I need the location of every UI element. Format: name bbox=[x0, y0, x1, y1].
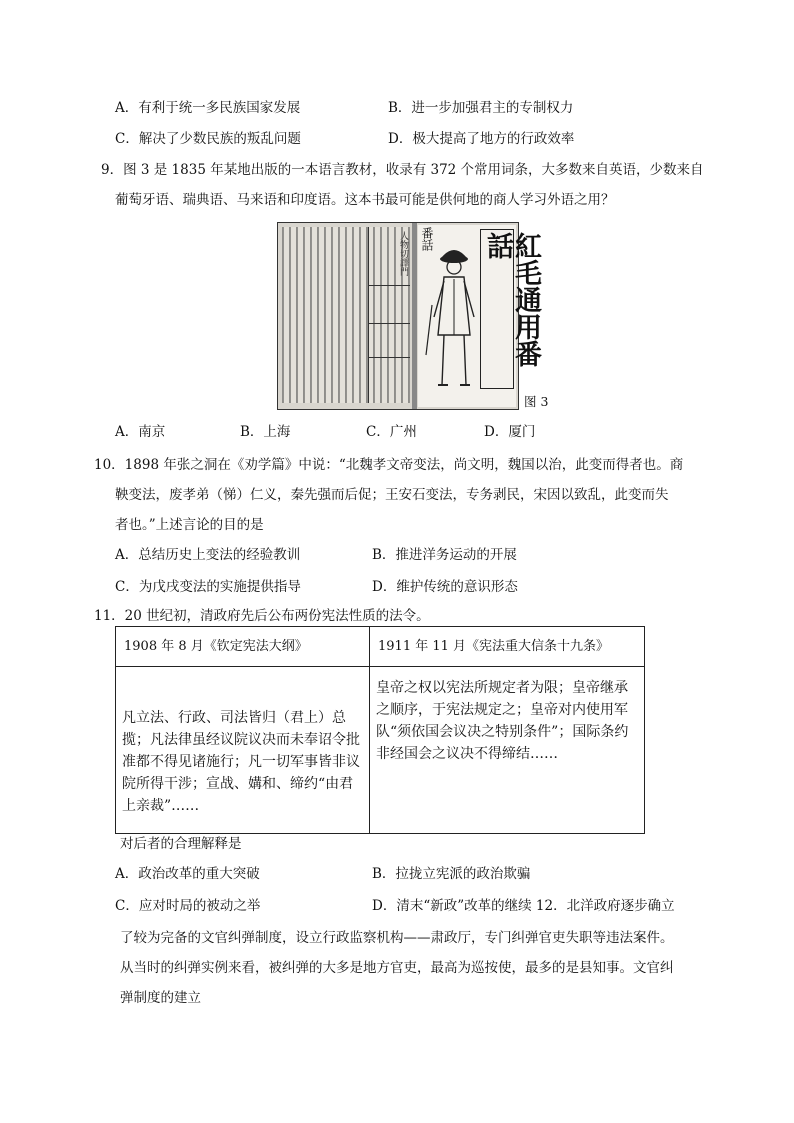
q12-line-1: 了较为完备的文官纠弹制度，设立行政监察机构——肃政厅，专门纠弹官吏失职等违法案件。 bbox=[120, 930, 674, 946]
q12-line-2: 从当时的纠弹实例来看，被纠弹的大多是地方官吏，最高为巡按使，最多的是县知事。文官纠 bbox=[120, 960, 674, 976]
table-header-left: 1908 年 8 月《钦定宪法大纲》 bbox=[116, 627, 369, 667]
q10-option-c: C．为戊戌变法的实施提供指导 bbox=[115, 579, 301, 595]
q11-follow-up: 对后者的合理解释是 bbox=[120, 836, 242, 852]
book-left-page bbox=[282, 227, 410, 403]
constitution-comparison-table bbox=[115, 626, 645, 834]
q12-line-3: 弹制度的建立 bbox=[120, 990, 201, 1006]
q10-stem-line-3: 者也。”上述言论的目的是 bbox=[115, 517, 264, 533]
dense-text-columns bbox=[282, 227, 410, 403]
q10-option-d: D．维护传统的意识形态 bbox=[372, 579, 518, 595]
top-chars: 番話 bbox=[420, 227, 434, 251]
q11-stem: 11．20 世纪初，清政府先后公布两份宪法性质的法令。 bbox=[94, 608, 430, 624]
q9-option-c: C．广州 bbox=[366, 424, 417, 440]
table-header-right: 1911 年 11 月《宪法重大信条十九条》 bbox=[370, 627, 644, 667]
title-box bbox=[480, 229, 541, 389]
q9-stem-line-1: 9．图 3 是 1835 年某地出版的一本语言教材，收录有 372 个常用词条，大多数来自英语，少数来自 bbox=[101, 162, 704, 178]
book-spine bbox=[412, 223, 417, 409]
table-cell-right: 皇帝之权以宪法所规定者为限；皇帝继承之顺序，于宪法规定之；皇帝对内使用军队“须依国会议决之特别条件”；国际条约非经国会之议决不得缔结…… bbox=[376, 680, 629, 762]
q10-option-b: B．推进洋务运动的开展 bbox=[372, 547, 517, 563]
q11-option-a: A．政治改革的重大突破 bbox=[115, 866, 260, 882]
merchant-illustration bbox=[424, 235, 484, 405]
q8-option-c: C．解决了少数民族的叛乱问题 bbox=[115, 131, 301, 147]
q9-option-d: D．厦门 bbox=[484, 424, 536, 440]
q11-option-d: D．清末“新政”改革的继续 12．北洋政府逐步确立 bbox=[372, 898, 675, 914]
table-divider bbox=[369, 627, 370, 833]
table-cell-left: 凡立法、行政、司法皆归（君上）总揽；凡法律虽经议院议决而未奉诏令批准都不得见诸施行；凡一切军事皆非议院所得干涉；宣战、媾和、缔约“由君上亲裁”…… bbox=[122, 710, 360, 814]
q8-option-b: B．进一步加强君主的专制权力 bbox=[388, 100, 574, 116]
q9-stem-line-2: 葡萄牙语、瑞典语、马来语和印度语。这本书最可能是供何地的商人学习外语之用？ bbox=[115, 192, 615, 208]
q10-option-a: A．总结历史上变法的经验教训 bbox=[115, 547, 301, 563]
book-title: 紅毛通用番話 bbox=[482, 232, 541, 367]
q8-option-d: D．极大提高了地方的行政效率 bbox=[388, 131, 575, 147]
q8-option-a: A．有利于统一多民族国家发展 bbox=[115, 100, 301, 116]
side-label: 人物切譯門 bbox=[398, 231, 408, 276]
q11-option-c: C．应对时局的被动之举 bbox=[115, 898, 261, 914]
q9-option-a: A．南京 bbox=[115, 424, 166, 440]
q11-option-b: B．拉拢立宪派的政治欺骗 bbox=[372, 866, 531, 882]
q10-stem-line-1: 10．1898 年张之洞在《劝学篇》中说：“北魏孝文帝变法，尚文明，魏国以治，此变而得者也。商 bbox=[94, 457, 684, 473]
q10-stem-line-2: 鞅变法，废孝弟（悌）仁义，秦先强而后促；王安石变法，专务剥民，宋因以致乱，此变而失 bbox=[115, 487, 669, 503]
figure-caption: 图 3 bbox=[524, 394, 549, 409]
q9-option-b: B．上海 bbox=[240, 424, 291, 440]
